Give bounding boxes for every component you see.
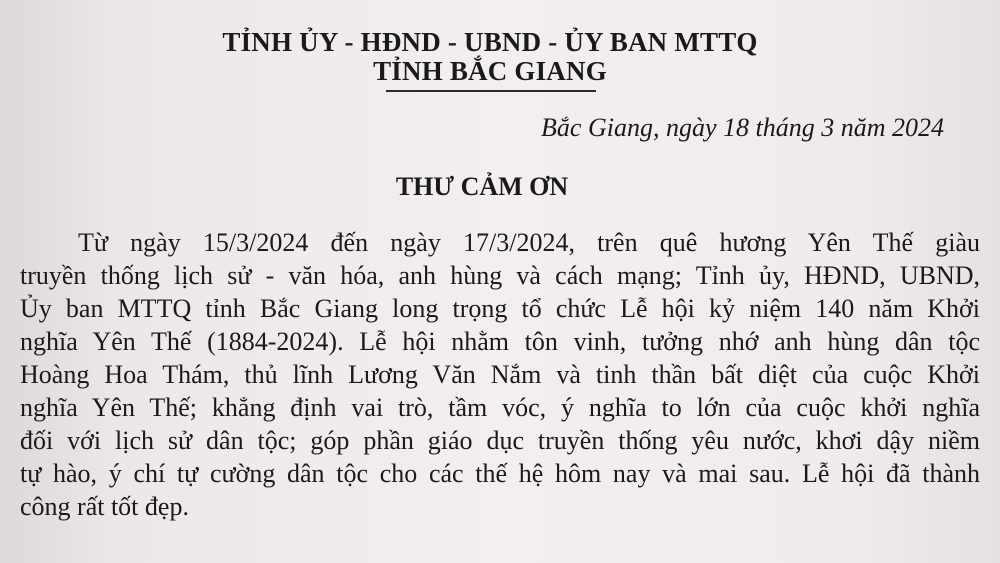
body-line: công rất tốt đẹp. bbox=[20, 492, 189, 521]
letterhead-underline bbox=[386, 90, 596, 92]
body-line: truyền thống lịch sử - văn hóa, anh hùng và cách mạng; Tỉnh ủy, HĐND, UBND, bbox=[20, 261, 980, 290]
body-line: Hoàng Hoa Thám, thủ lĩnh Lương Văn Nắm và tinh thần bất diệt của cuộc Khởi bbox=[20, 360, 980, 389]
body-paragraph bbox=[20, 226, 980, 523]
body-line: nghĩa Yên Thế (1884-2024). Lễ hội nhằm tôn vinh, tưởng nhớ anh hùng dân tộc bbox=[20, 327, 980, 356]
body-line: Từ ngày 15/3/2024 đến ngày 17/3/2024, trên quê hương Yên Thế giàu bbox=[78, 228, 980, 257]
body-line: đối với lịch sử dân tộc; góp phần giáo dục truyền thống yêu nước, khơi dậy niềm bbox=[20, 426, 980, 455]
letterhead-line-1: TỈNH ỦY - HĐND - UBND - ỦY BAN MTTQ bbox=[222, 27, 758, 57]
body-line: tự hào, ý chí tự cường dân tộc cho các thế hệ hôm nay và mai sau. Lễ hội đã thành bbox=[20, 459, 980, 488]
body-line: Ủy ban MTTQ tỉnh Bắc Giang long trọng tổ chức Lễ hội kỷ niệm 140 năm Khởi bbox=[20, 294, 980, 323]
date-line: Bắc Giang, ngày 18 tháng 3 năm 2024 bbox=[541, 113, 944, 142]
letterhead-line-2: TỈNH BẮC GIANG bbox=[373, 56, 607, 86]
document-title: THƯ CẢM ƠN bbox=[395, 172, 569, 201]
body-line: nghĩa Yên Thế; khẳng định vai trò, tầm vóc, ý nghĩa to lớn của cuộc khởi nghĩa bbox=[20, 393, 980, 422]
